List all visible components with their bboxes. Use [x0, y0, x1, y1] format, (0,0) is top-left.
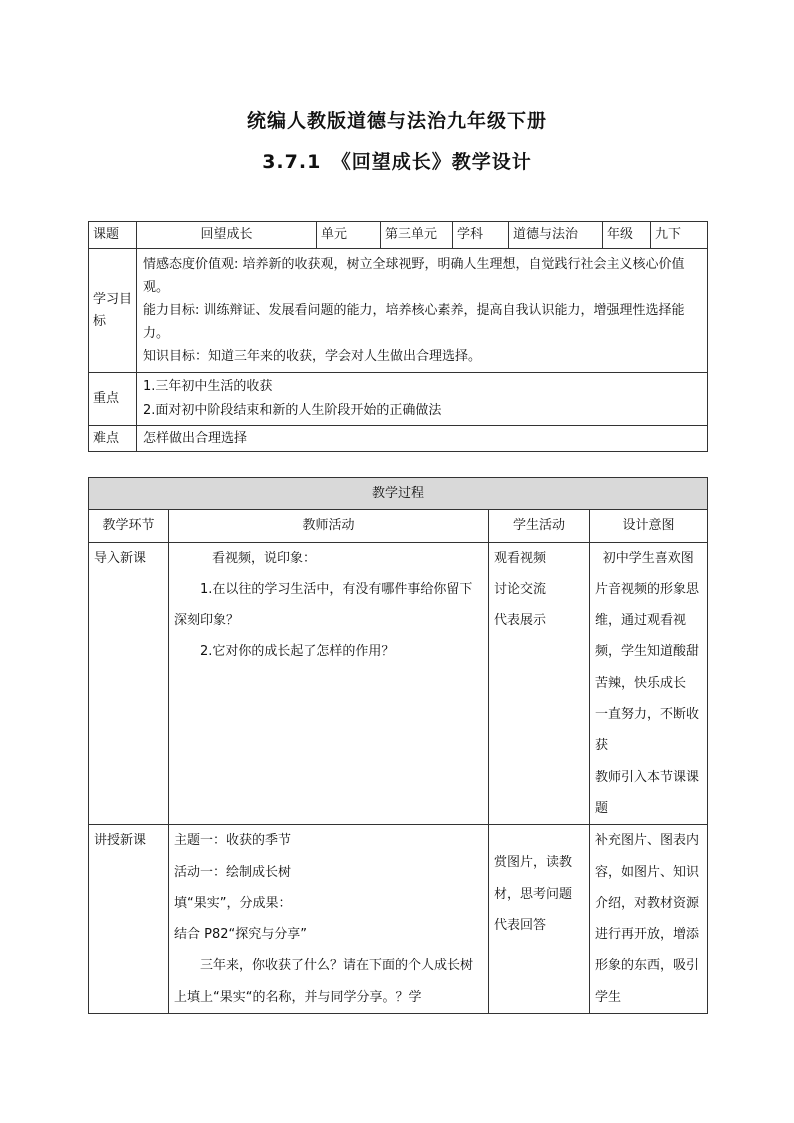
key-point-2: 2.面对初中阶段结束和新的人生阶段开始的正确做法 [143, 403, 442, 418]
label-grade: 年级 [603, 222, 651, 249]
topic-value: 回望成长 [137, 222, 317, 249]
intro-intent: 初中学生喜欢图片音视频的形象思维，通过观看视频，学生知道酸甜苦辣，快乐成长 一直努力，不断收获 [595, 550, 700, 754]
grade-value: 九下 [651, 222, 708, 249]
goal-emotion: 情感态度价值观: 培养新的收获观，树立全球视野，明确人生理想，自觉践行社会主义核心价值观。 [143, 257, 685, 295]
intro-student-2: 讨论交流 [494, 581, 547, 597]
goal-ability: 能力目标: 训练辩证、发展看问题的能力，培养核心素养，提高自我认识能力，增强理性选择能力。 [143, 303, 685, 341]
intro-student-3: 代表展示 [494, 613, 547, 629]
label-unit: 单元 [317, 222, 381, 249]
stage-new-lesson: 讲授新课 [89, 825, 169, 1014]
label-goals: 学习目标 [89, 249, 137, 373]
lesson-student: 赏图片，读教材，思考问题 [494, 855, 573, 902]
teaching-process-table [88, 477, 708, 1014]
document-title: 统编人教版道德与法治九年级下册 [246, 110, 547, 132]
lesson-info-table [88, 221, 708, 452]
col-stage-header: 教学环节 [89, 510, 169, 542]
subject-value: 道德与法治 [509, 222, 603, 249]
intro-student-1: 观看视频 [494, 550, 547, 566]
document-subtitle: 3.7.1 《回望成长》教学设计 [262, 151, 532, 173]
col-intent-header: 设计意图 [590, 510, 708, 542]
difficulty-value: 怎样做出合理选择 [137, 426, 708, 452]
lesson-intent: 补充图片、图表内容，如图片、知识介绍，对教材资源进行再开放，增添形象的东西，吸引学生 [595, 833, 700, 1005]
col-teacher-header: 教师活动 [169, 510, 489, 542]
lesson-teacher-5: 三年来，你收获了什么？请在下面的个人成长树上填上“果实“的名称，并与同学分享。？学 [174, 958, 474, 1005]
label-subject: 学科 [453, 222, 509, 249]
key-point-1: 1.三年初中生活的收获 [143, 379, 273, 394]
lesson-student-2: 代表回答 [494, 917, 547, 933]
lesson-teacher-3: 填“果实”，分成果： [174, 895, 292, 911]
process-heading: 教学过程 [89, 478, 708, 510]
label-key-points: 重点 [89, 373, 137, 426]
lesson-teacher-2: 活动一：绘制成长树 [174, 864, 292, 880]
intro-intent-2: 教师引入本节课课题 [595, 769, 700, 816]
label-topic: 课题 [89, 222, 137, 249]
unit-value: 第三单元 [381, 222, 453, 249]
intro-teacher-2: 1.在以往的学习生活中，有没有哪件事给你留下深刻印象？ [174, 581, 473, 629]
label-difficulty: 难点 [89, 426, 137, 452]
lesson-teacher-1: 主题一：收获的季节 [174, 833, 292, 849]
goal-knowledge: 知识目标：知道三年来的收获，学会对人生做出合理选择。 [143, 349, 482, 364]
lesson-teacher-4: 结合 P82“探究与分享” [174, 927, 307, 943]
intro-teacher-1: 看视频，说印象： [212, 550, 317, 566]
intro-teacher-3: 2.它对你的成长起了怎样的作用？ [200, 644, 395, 660]
stage-intro: 导入新课 [89, 542, 169, 825]
col-student-header: 学生活动 [489, 510, 590, 542]
